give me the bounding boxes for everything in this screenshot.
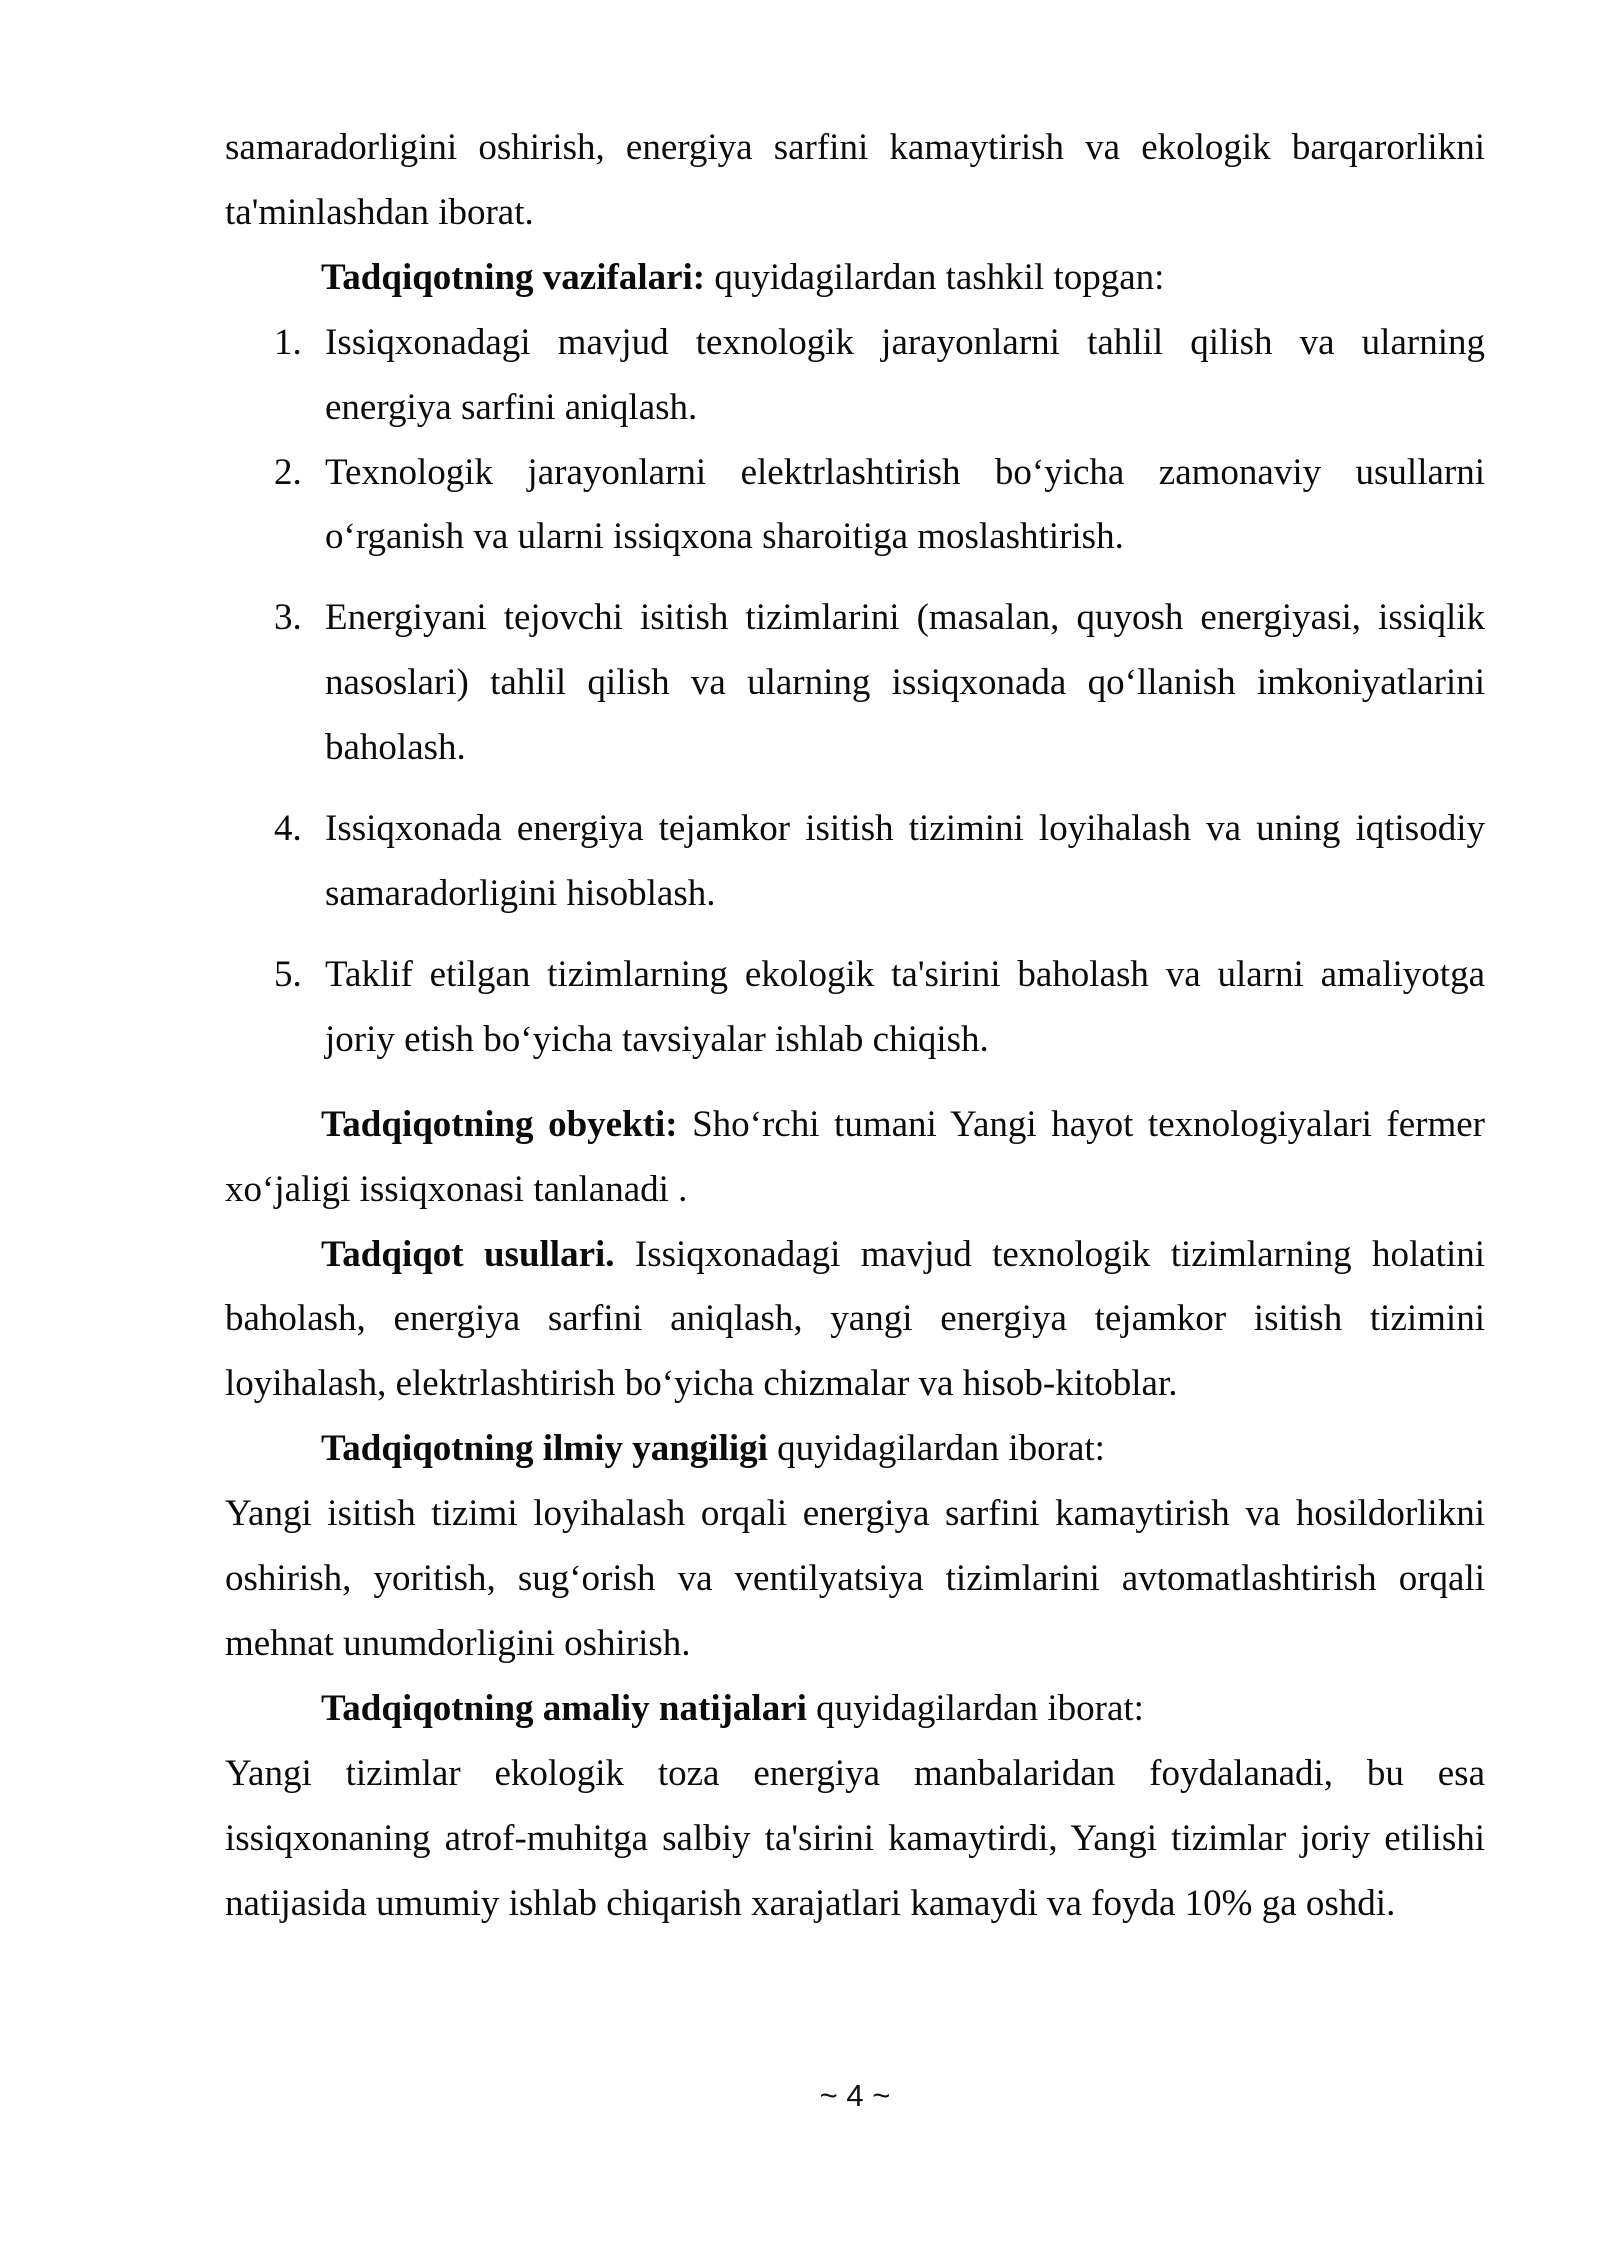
text-line xyxy=(225,1093,1485,1158)
text-line xyxy=(225,1677,1485,1742)
task-text xyxy=(325,586,1485,781)
text-line: baholash, energiya sarfini aniqlash, yangi energiya tejamkor isitish tizimini xyxy=(225,1298,1485,1340)
task-number: 4. xyxy=(274,808,302,850)
object-paragraph xyxy=(225,1093,1485,1223)
task-text xyxy=(325,943,1485,1073)
text-line: Taklif etilgan tizimlarning ekologik ta'sirini baholash va ularni amaliyotga xyxy=(325,953,1485,995)
task-text xyxy=(325,797,1485,927)
text-line: Issiqxonadagi mavjud texnologik jarayonlarni tahlil qilish va ularning xyxy=(325,321,1485,363)
object-line-rest: Shoʻrchi tumani Yangi hayot texnologiyalari fermer xyxy=(692,1103,1486,1145)
text-line: natijasida umumiy ishlab chiqarish xarajatlari kamaydi va foyda 10% ga oshdi. xyxy=(225,1882,1396,1924)
methods-line-rest: Issiqxonadagi mavjud texnologik tizimlarning holatini xyxy=(634,1233,1485,1275)
text-line: baholash. xyxy=(325,727,466,769)
practical-heading-rest: quyidagilardan iborat: xyxy=(816,1687,1144,1729)
tasks-heading-rest: quyidagilardan tashkil topgan: xyxy=(714,256,1165,298)
text-line xyxy=(225,1223,1485,1288)
text-line: Issiqxonada energiya tejamkor isitish tizimini loyihalash va uning iqtisodiy xyxy=(325,808,1485,850)
text-line: mehnat unumdorligini oshirish. xyxy=(225,1622,691,1664)
task-item xyxy=(274,441,1485,571)
text-line: samaradorligini hisoblash. xyxy=(325,872,716,914)
task-number: 1. xyxy=(274,321,302,363)
task-item xyxy=(274,943,1485,1073)
text-line: joriy etish boʻyicha tavsiyalar ishlab chiqish. xyxy=(325,1018,989,1060)
object-heading-bold: Tadqiqotning obyekti: xyxy=(321,1103,678,1145)
task-item xyxy=(274,311,1485,441)
text-line: energiya sarfini aniqlash. xyxy=(325,386,698,428)
text-line: Texnologik jarayonlarni elektrlashtirish boʻyicha zamonaviy usullarni xyxy=(325,451,1485,493)
novelty-paragraph xyxy=(225,1417,1485,1677)
text-line: Energiyani tejovchi isitish tizimlarini (masalan, quyosh energiyasi, issiqlik xyxy=(325,597,1485,639)
practical-heading-bold: Tadqiqotning amaliy natijalari xyxy=(321,1687,807,1729)
text-line: nasoslari) tahlil qilish va ularning issiqxonada qoʻllanish imkoniyatlarini xyxy=(325,662,1485,704)
task-number: 3. xyxy=(274,597,302,639)
text-line: issiqxonaning atrof-muhitga salbiy ta'sirini kamaytirdi, Yangi tizimlar joriy etilishi xyxy=(225,1817,1485,1859)
text-line: Yangi tizimlar ekologik toza energiya manbalaridan foydalanadi, bu esa xyxy=(225,1752,1485,1794)
text-line: oshirish, yoritish, sugʻorish va ventilyatsiya tizimlarini avtomatlashtirish orqali xyxy=(225,1558,1485,1600)
text-line: Yangi isitish tizimi loyihalash orqali energiya sarfini kamaytirish va hosildorlikni xyxy=(225,1493,1485,1535)
text-line: xoʻjaligi issiqxonasi tanlanadi . xyxy=(225,1168,688,1210)
task-number: 2. xyxy=(274,451,302,493)
methods-paragraph xyxy=(225,1223,1485,1418)
text-line: oʻrganish va ularni issiqxona sharoitiga moslashtirish. xyxy=(325,516,1124,558)
novelty-heading-rest: quyidagilardan iborat: xyxy=(777,1428,1105,1470)
novelty-heading-bold: Tadqiqotning ilmiy yangiligi xyxy=(321,1428,768,1470)
task-text xyxy=(325,441,1485,571)
tasks-heading xyxy=(225,246,1485,311)
text-line xyxy=(225,1417,1485,1482)
task-item xyxy=(274,797,1485,927)
practical-paragraph xyxy=(225,1677,1485,1937)
methods-heading-bold: Tadqiqot usullari. xyxy=(321,1233,615,1275)
task-number: 5. xyxy=(274,953,302,995)
intro-paragraph xyxy=(225,116,1485,246)
tasks-heading-bold: Tadqiqotning vazifalari: xyxy=(321,256,706,298)
text-line: loyihalash, elektrlashtirish boʻyicha chizmalar va hisob-kitoblar. xyxy=(225,1363,1178,1405)
task-item xyxy=(274,586,1485,781)
page-number-footer: ~ 4 ~ xyxy=(819,2078,891,2113)
document-body xyxy=(225,116,1485,1936)
text-line: ta'minlashdan iborat. xyxy=(225,191,534,233)
task-text xyxy=(325,311,1485,441)
text-line: samaradorligini oshirish, energiya sarfini kamaytirish va ekologik barqarorlikni xyxy=(225,127,1485,168)
